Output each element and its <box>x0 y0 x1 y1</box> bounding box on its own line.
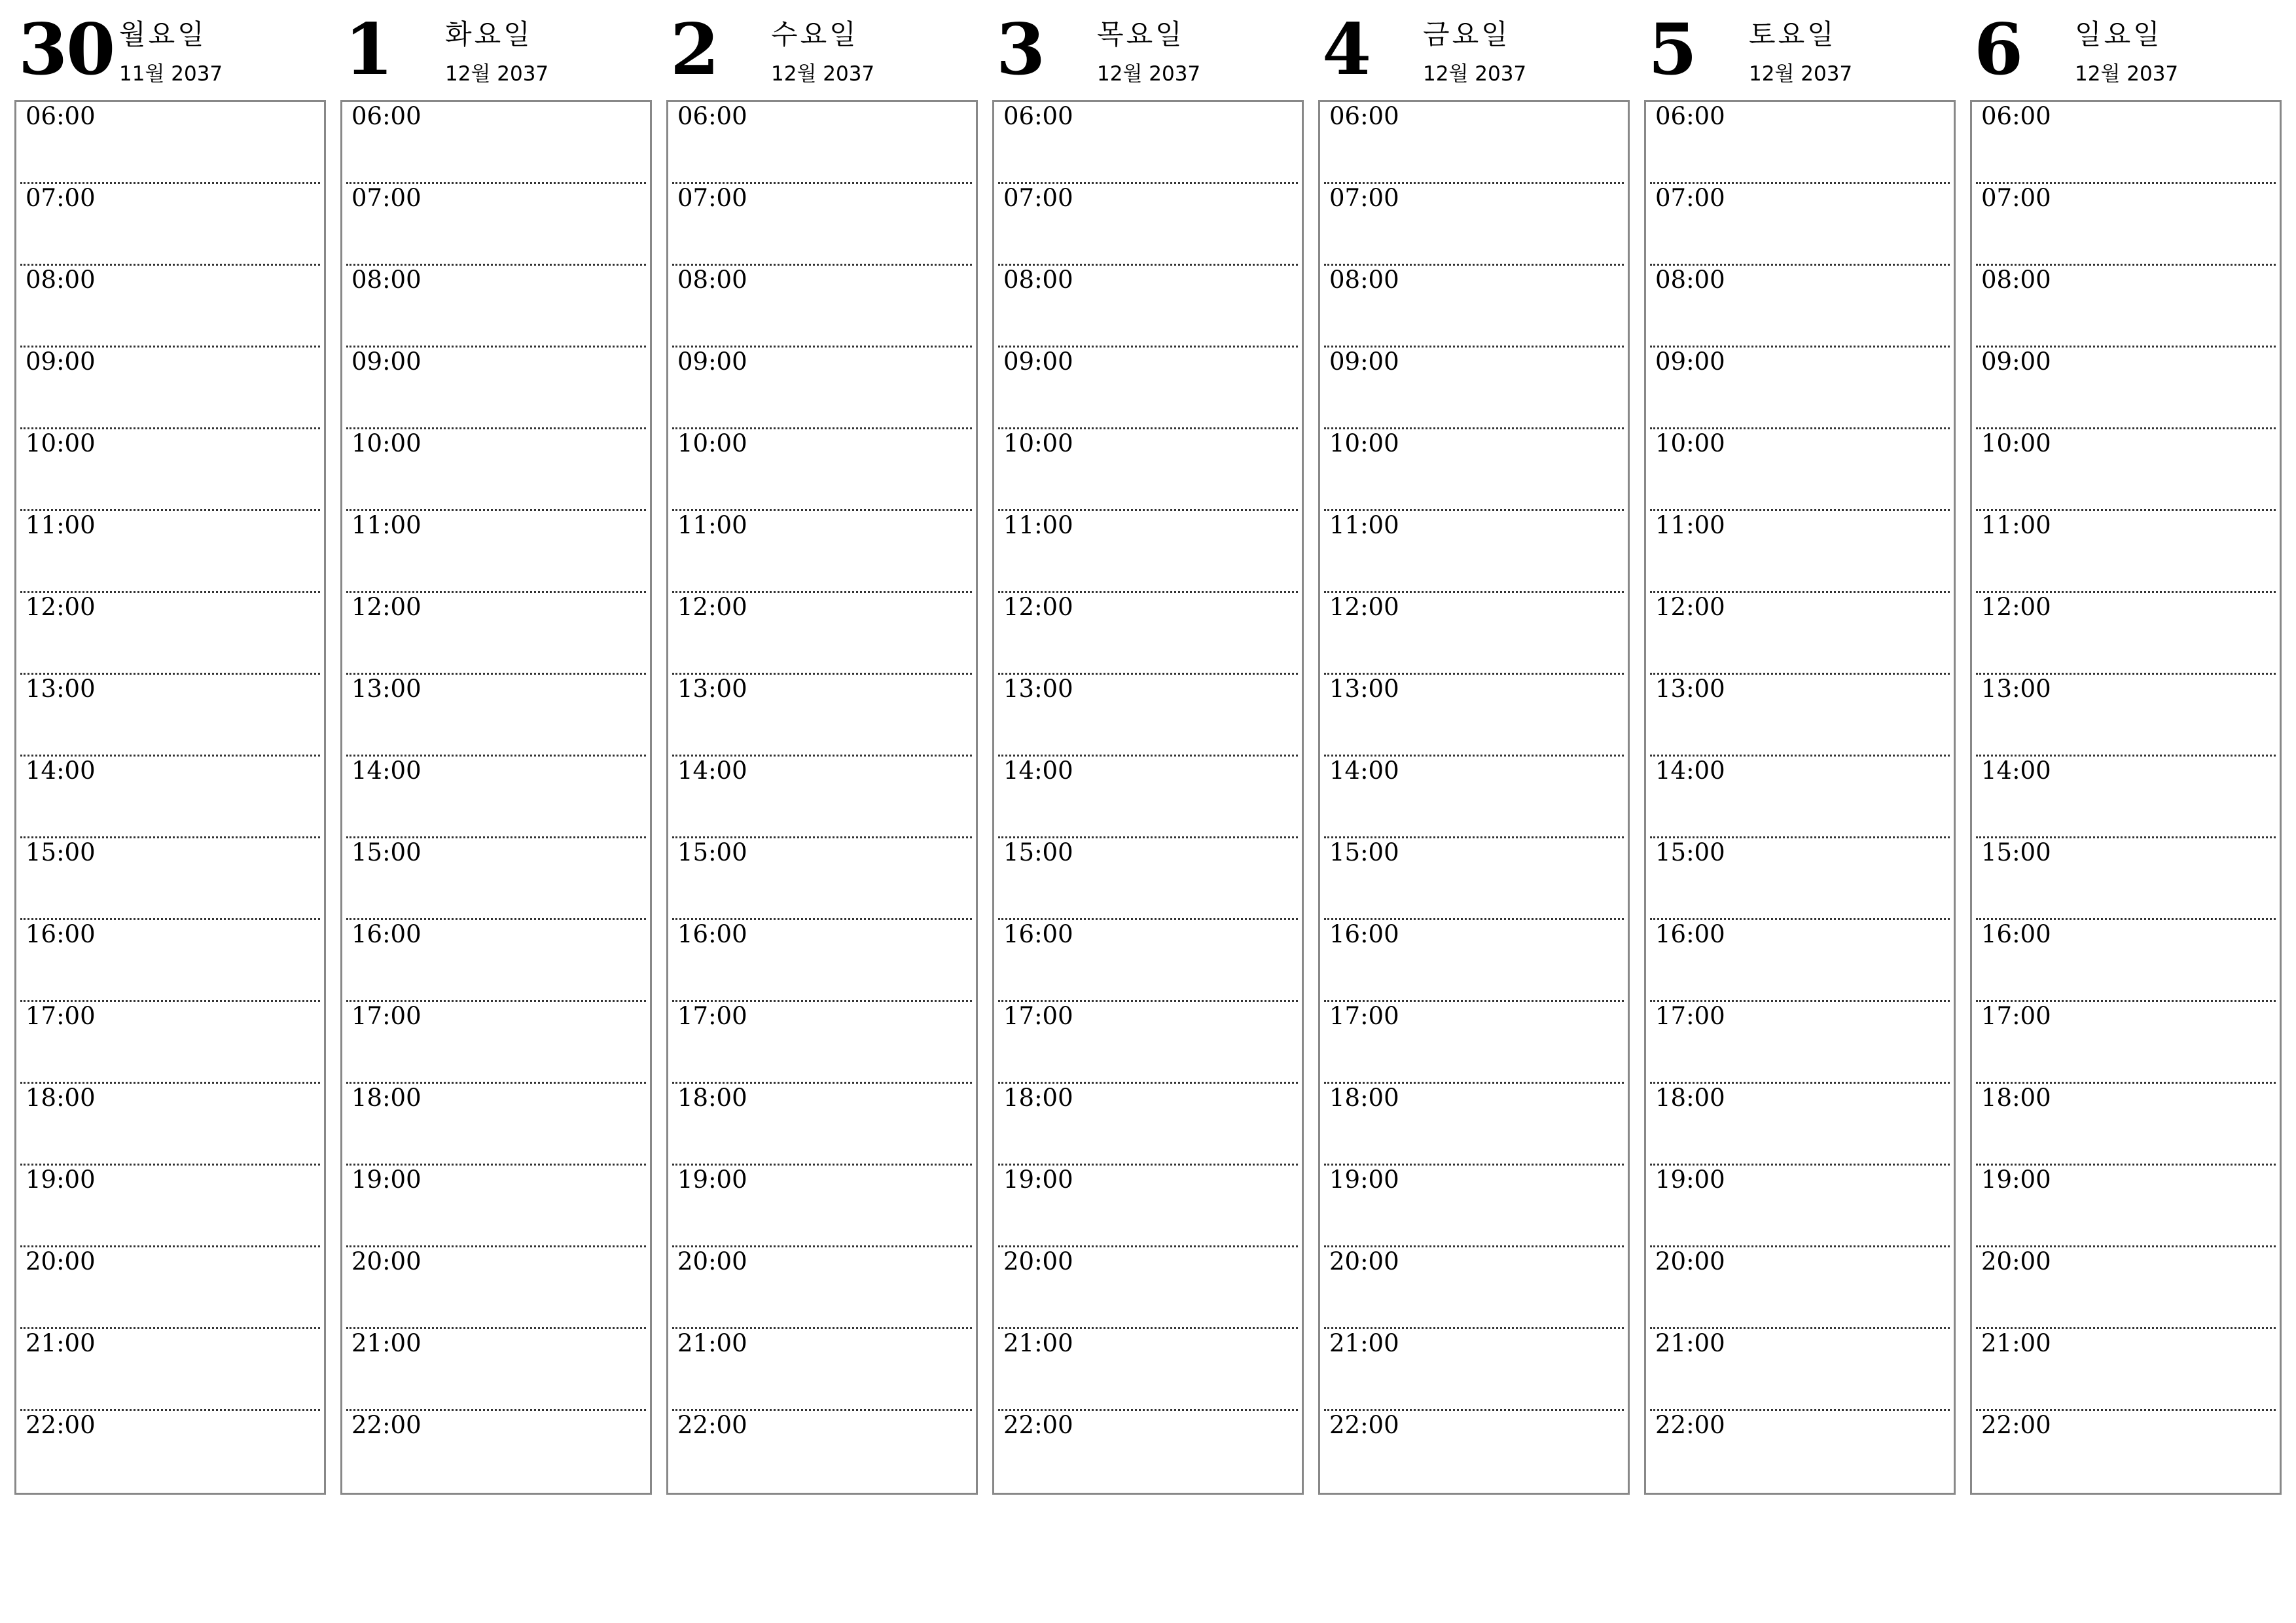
weekday-label: 수요일 <box>771 18 859 50</box>
time-label: 07:00 <box>677 184 747 212</box>
time-label: 08:00 <box>1655 266 1725 294</box>
month-year-label: 12월 2037 <box>1097 62 1201 86</box>
time-slot[interactable] <box>20 1247 320 1329</box>
time-label: 21:00 <box>26 1329 96 1357</box>
time-slot[interactable] <box>998 102 1298 184</box>
day-header <box>340 0 655 98</box>
time-slot[interactable] <box>672 838 972 920</box>
time-label: 13:00 <box>351 675 422 703</box>
time-label: 09:00 <box>677 348 747 376</box>
time-label: 21:00 <box>1981 1329 2051 1357</box>
day-column <box>14 0 329 1505</box>
time-label: 20:00 <box>26 1247 96 1275</box>
time-label: 12:00 <box>677 593 747 621</box>
time-label: 11:00 <box>26 511 96 539</box>
time-label: 15:00 <box>1329 838 1399 866</box>
time-slot[interactable] <box>672 1329 972 1411</box>
time-label: 09:00 <box>26 348 96 376</box>
time-slot[interactable] <box>346 1329 646 1411</box>
time-label: 19:00 <box>1655 1166 1725 1194</box>
time-slot[interactable] <box>998 1411 1298 1493</box>
time-label: 14:00 <box>1329 757 1399 785</box>
time-slot[interactable] <box>998 593 1298 675</box>
time-label: 16:00 <box>677 920 747 948</box>
time-label: 18:00 <box>351 1084 422 1112</box>
day-number: 5 <box>1648 9 1696 91</box>
time-slot[interactable] <box>998 184 1298 266</box>
time-label: 09:00 <box>1655 348 1725 376</box>
day-column <box>1644 0 1958 1505</box>
time-slot[interactable] <box>998 266 1298 348</box>
time-label: 14:00 <box>1981 757 2051 785</box>
day-header <box>1644 0 1958 98</box>
time-label: 08:00 <box>1329 266 1399 294</box>
time-slot[interactable] <box>346 184 646 266</box>
day-schedule-box <box>666 100 978 1495</box>
time-slot[interactable] <box>672 593 972 675</box>
time-label: 20:00 <box>1329 1247 1399 1275</box>
time-slot[interactable] <box>1976 184 2276 266</box>
time-slot[interactable] <box>672 1166 972 1247</box>
time-label: 12:00 <box>1329 593 1399 621</box>
time-label: 13:00 <box>677 675 747 703</box>
weekday-label: 화요일 <box>445 18 533 50</box>
time-label: 16:00 <box>26 920 96 948</box>
time-slot[interactable] <box>672 757 972 838</box>
day-header <box>1318 0 1632 98</box>
time-label: 22:00 <box>351 1411 422 1439</box>
day-header <box>14 0 329 98</box>
time-slot[interactable] <box>20 511 320 593</box>
time-slot[interactable] <box>20 675 320 757</box>
time-slot[interactable] <box>20 266 320 348</box>
time-label: 18:00 <box>1329 1084 1399 1112</box>
time-slot[interactable] <box>1324 675 1624 757</box>
time-label: 11:00 <box>1329 511 1399 539</box>
time-slot[interactable] <box>672 429 972 511</box>
day-schedule-box <box>1318 100 1630 1495</box>
time-label: 07:00 <box>351 184 422 212</box>
time-label: 15:00 <box>26 838 96 866</box>
time-slot[interactable] <box>672 266 972 348</box>
time-slot[interactable] <box>1324 1247 1624 1329</box>
time-label: 09:00 <box>1003 348 1073 376</box>
time-slot[interactable] <box>346 593 646 675</box>
time-label: 11:00 <box>351 511 422 539</box>
time-slot[interactable] <box>20 1411 320 1493</box>
time-slot[interactable] <box>1976 266 2276 348</box>
time-label: 20:00 <box>1003 1247 1073 1275</box>
time-slot[interactable] <box>1324 511 1624 593</box>
time-label: 11:00 <box>1003 511 1073 539</box>
time-slot[interactable] <box>346 1247 646 1329</box>
time-slot[interactable] <box>346 675 646 757</box>
weekday-label: 목요일 <box>1097 18 1185 50</box>
time-label: 15:00 <box>677 838 747 866</box>
time-label: 13:00 <box>1329 675 1399 703</box>
time-label: 19:00 <box>1981 1166 2051 1194</box>
time-slot[interactable] <box>20 593 320 675</box>
time-slot[interactable] <box>672 920 972 1002</box>
time-slot[interactable] <box>1976 1002 2276 1084</box>
time-slot[interactable] <box>1650 593 1950 675</box>
time-slot[interactable] <box>998 348 1298 429</box>
time-slot[interactable] <box>672 348 972 429</box>
weekday-label: 월요일 <box>119 18 207 50</box>
time-label: 19:00 <box>677 1166 747 1194</box>
time-label: 13:00 <box>1003 675 1073 703</box>
time-label: 11:00 <box>1981 511 2051 539</box>
time-label: 08:00 <box>1981 266 2051 294</box>
time-slot[interactable] <box>1324 1084 1624 1166</box>
time-label: 16:00 <box>1329 920 1399 948</box>
time-label: 19:00 <box>351 1166 422 1194</box>
time-slot[interactable] <box>1324 184 1624 266</box>
day-schedule-box <box>1644 100 1956 1495</box>
day-schedule-box <box>992 100 1304 1495</box>
time-label: 19:00 <box>1003 1166 1073 1194</box>
time-slot[interactable] <box>672 1084 972 1166</box>
day-number: 4 <box>1322 9 1371 91</box>
time-slot[interactable] <box>672 675 972 757</box>
time-label: 19:00 <box>1329 1166 1399 1194</box>
time-slot[interactable] <box>998 1002 1298 1084</box>
time-label: 21:00 <box>1003 1329 1073 1357</box>
time-slot[interactable] <box>346 266 646 348</box>
time-slot[interactable] <box>672 102 972 184</box>
time-label: 06:00 <box>351 102 422 130</box>
time-slot[interactable] <box>1650 1247 1950 1329</box>
time-label: 06:00 <box>26 102 96 130</box>
time-label: 06:00 <box>1981 102 2051 130</box>
time-slot[interactable] <box>20 348 320 429</box>
time-slot[interactable] <box>672 1247 972 1329</box>
day-column <box>340 0 655 1505</box>
time-slot[interactable] <box>1976 920 2276 1002</box>
time-slot[interactable] <box>1976 593 2276 675</box>
time-label: 18:00 <box>26 1084 96 1112</box>
time-slot[interactable] <box>346 757 646 838</box>
time-slot[interactable] <box>346 1002 646 1084</box>
day-header <box>992 0 1306 98</box>
weekday-label: 토요일 <box>1749 18 1837 50</box>
time-label: 15:00 <box>351 838 422 866</box>
time-label: 13:00 <box>1655 675 1725 703</box>
time-slot[interactable] <box>1650 838 1950 920</box>
day-column <box>992 0 1306 1505</box>
time-label: 20:00 <box>1655 1247 1725 1275</box>
time-slot[interactable] <box>998 838 1298 920</box>
time-label: 20:00 <box>1981 1247 2051 1275</box>
time-label: 08:00 <box>351 266 422 294</box>
weekday-label: 금요일 <box>1423 18 1511 50</box>
time-label: 19:00 <box>26 1166 96 1194</box>
month-year-label: 11월 2037 <box>119 62 223 86</box>
time-slot[interactable] <box>1976 1166 2276 1247</box>
time-label: 13:00 <box>1981 675 2051 703</box>
time-slot[interactable] <box>1976 429 2276 511</box>
time-label: 08:00 <box>1003 266 1073 294</box>
time-slot[interactable] <box>1976 675 2276 757</box>
time-slot[interactable] <box>346 1166 646 1247</box>
time-label: 14:00 <box>677 757 747 785</box>
time-label: 17:00 <box>1329 1002 1399 1030</box>
day-number: 30 <box>18 9 115 91</box>
time-slot[interactable] <box>346 838 646 920</box>
time-slot[interactable] <box>1650 1002 1950 1084</box>
time-label: 22:00 <box>26 1411 96 1439</box>
time-slot[interactable] <box>1324 348 1624 429</box>
time-label: 18:00 <box>677 1084 747 1112</box>
time-slot[interactable] <box>1976 1411 2276 1493</box>
time-slot[interactable] <box>1324 102 1624 184</box>
time-label: 06:00 <box>1003 102 1073 130</box>
time-slot[interactable] <box>1650 184 1950 266</box>
time-slot[interactable] <box>20 1166 320 1247</box>
time-slot[interactable] <box>1976 348 2276 429</box>
time-label: 08:00 <box>26 266 96 294</box>
month-year-label: 12월 2037 <box>445 62 549 86</box>
time-slot[interactable] <box>346 102 646 184</box>
day-number: 3 <box>996 9 1045 91</box>
time-slot[interactable] <box>1324 266 1624 348</box>
time-label: 22:00 <box>1329 1411 1399 1439</box>
time-slot[interactable] <box>1324 1166 1624 1247</box>
time-label: 17:00 <box>1981 1002 2051 1030</box>
time-label: 22:00 <box>1655 1411 1725 1439</box>
time-slot[interactable] <box>346 348 646 429</box>
time-label: 20:00 <box>351 1247 422 1275</box>
time-slot[interactable] <box>20 102 320 184</box>
time-label: 10:00 <box>1003 429 1073 457</box>
time-slot[interactable] <box>1650 102 1950 184</box>
time-label: 20:00 <box>677 1247 747 1275</box>
time-label: 15:00 <box>1003 838 1073 866</box>
time-slot[interactable] <box>998 429 1298 511</box>
time-label: 13:00 <box>26 675 96 703</box>
time-label: 17:00 <box>351 1002 422 1030</box>
time-slot[interactable] <box>1324 757 1624 838</box>
time-slot[interactable] <box>346 920 646 1002</box>
day-schedule-box <box>1970 100 2282 1495</box>
time-label: 09:00 <box>1329 348 1399 376</box>
time-label: 17:00 <box>1655 1002 1725 1030</box>
time-label: 14:00 <box>351 757 422 785</box>
time-slot[interactable] <box>1976 1247 2276 1329</box>
time-label: 07:00 <box>26 184 96 212</box>
time-slot[interactable] <box>1324 429 1624 511</box>
time-label: 18:00 <box>1981 1084 2051 1112</box>
day-number: 6 <box>1974 9 2022 91</box>
time-slot[interactable] <box>1324 1329 1624 1411</box>
time-slot[interactable] <box>998 511 1298 593</box>
time-label: 17:00 <box>677 1002 747 1030</box>
time-slot[interactable] <box>20 429 320 511</box>
time-slot[interactable] <box>1650 266 1950 348</box>
time-label: 14:00 <box>26 757 96 785</box>
time-label: 16:00 <box>351 920 422 948</box>
time-label: 17:00 <box>26 1002 96 1030</box>
time-slot[interactable] <box>1324 920 1624 1002</box>
time-label: 15:00 <box>1981 838 2051 866</box>
month-year-label: 12월 2037 <box>771 62 875 86</box>
time-slot[interactable] <box>1650 1084 1950 1166</box>
time-label: 10:00 <box>1981 429 2051 457</box>
time-label: 14:00 <box>1655 757 1725 785</box>
time-slot[interactable] <box>20 920 320 1002</box>
time-label: 08:00 <box>677 266 747 294</box>
time-slot[interactable] <box>20 1084 320 1166</box>
time-slot[interactable] <box>1650 429 1950 511</box>
time-label: 07:00 <box>1655 184 1725 212</box>
day-number: 2 <box>670 9 719 91</box>
time-label: 17:00 <box>1003 1002 1073 1030</box>
time-label: 16:00 <box>1981 920 2051 948</box>
day-schedule-box <box>340 100 652 1495</box>
day-number: 1 <box>344 9 393 91</box>
time-slot[interactable] <box>998 1166 1298 1247</box>
day-schedule-box <box>14 100 326 1495</box>
day-column <box>1970 0 2284 1505</box>
time-slot[interactable] <box>1650 511 1950 593</box>
time-slot[interactable] <box>1976 1329 2276 1411</box>
time-slot[interactable] <box>672 511 972 593</box>
time-slot[interactable] <box>1650 920 1950 1002</box>
day-header <box>1970 0 2284 98</box>
time-slot[interactable] <box>1650 1166 1950 1247</box>
time-slot[interactable] <box>346 511 646 593</box>
time-label: 07:00 <box>1981 184 2051 212</box>
time-slot[interactable] <box>346 1084 646 1166</box>
time-slot[interactable] <box>20 757 320 838</box>
time-label: 16:00 <box>1655 920 1725 948</box>
time-label: 06:00 <box>1655 102 1725 130</box>
day-header <box>666 0 980 98</box>
time-slot[interactable] <box>998 1084 1298 1166</box>
time-slot[interactable] <box>1650 675 1950 757</box>
time-label: 12:00 <box>1003 593 1073 621</box>
time-slot[interactable] <box>1650 757 1950 838</box>
time-slot[interactable] <box>672 1411 972 1493</box>
month-year-label: 12월 2037 <box>1749 62 1853 86</box>
time-label: 11:00 <box>677 511 747 539</box>
month-year-label: 12월 2037 <box>1423 62 1527 86</box>
time-label: 22:00 <box>1981 1411 2051 1439</box>
time-slot[interactable] <box>1976 511 2276 593</box>
time-label: 09:00 <box>351 348 422 376</box>
time-slot[interactable] <box>998 920 1298 1002</box>
time-slot[interactable] <box>998 675 1298 757</box>
time-slot[interactable] <box>1976 102 2276 184</box>
time-label: 06:00 <box>1329 102 1399 130</box>
time-slot[interactable] <box>20 1329 320 1411</box>
time-slot[interactable] <box>346 429 646 511</box>
time-label: 18:00 <box>1655 1084 1725 1112</box>
time-label: 12:00 <box>351 593 422 621</box>
time-slot[interactable] <box>1650 348 1950 429</box>
time-slot[interactable] <box>1324 1411 1624 1493</box>
time-slot[interactable] <box>346 1411 646 1493</box>
time-label: 10:00 <box>351 429 422 457</box>
time-label: 14:00 <box>1003 757 1073 785</box>
time-slot[interactable] <box>998 1247 1298 1329</box>
time-label: 21:00 <box>351 1329 422 1357</box>
time-slot[interactable] <box>998 1329 1298 1411</box>
time-slot[interactable] <box>20 838 320 920</box>
time-slot[interactable] <box>1650 1411 1950 1493</box>
time-slot[interactable] <box>20 184 320 266</box>
time-label: 18:00 <box>1003 1084 1073 1112</box>
time-slot[interactable] <box>1976 757 2276 838</box>
time-label: 10:00 <box>677 429 747 457</box>
time-label: 07:00 <box>1003 184 1073 212</box>
time-label: 10:00 <box>26 429 96 457</box>
time-slot[interactable] <box>672 184 972 266</box>
time-slot[interactable] <box>672 1002 972 1084</box>
time-label: 16:00 <box>1003 920 1073 948</box>
time-slot[interactable] <box>998 757 1298 838</box>
time-slot[interactable] <box>20 1002 320 1084</box>
time-label: 22:00 <box>677 1411 747 1439</box>
time-label: 22:00 <box>1003 1411 1073 1439</box>
time-slot[interactable] <box>1976 1084 2276 1166</box>
time-slot[interactable] <box>1324 593 1624 675</box>
time-label: 21:00 <box>677 1329 747 1357</box>
day-column <box>1318 0 1632 1505</box>
time-slot[interactable] <box>1324 1002 1624 1084</box>
time-slot[interactable] <box>1650 1329 1950 1411</box>
time-slot[interactable] <box>1324 838 1624 920</box>
time-label: 07:00 <box>1329 184 1399 212</box>
day-column <box>666 0 980 1505</box>
time-label: 12:00 <box>26 593 96 621</box>
time-label: 11:00 <box>1655 511 1725 539</box>
time-label: 21:00 <box>1655 1329 1725 1357</box>
time-label: 12:00 <box>1655 593 1725 621</box>
time-label: 10:00 <box>1655 429 1725 457</box>
time-label: 10:00 <box>1329 429 1399 457</box>
time-label: 12:00 <box>1981 593 2051 621</box>
time-label: 15:00 <box>1655 838 1725 866</box>
weekday-label: 일요일 <box>2075 18 2162 50</box>
time-label: 06:00 <box>677 102 747 130</box>
time-label: 09:00 <box>1981 348 2051 376</box>
month-year-label: 12월 2037 <box>2075 62 2179 86</box>
time-label: 21:00 <box>1329 1329 1399 1357</box>
time-slot[interactable] <box>1976 838 2276 920</box>
